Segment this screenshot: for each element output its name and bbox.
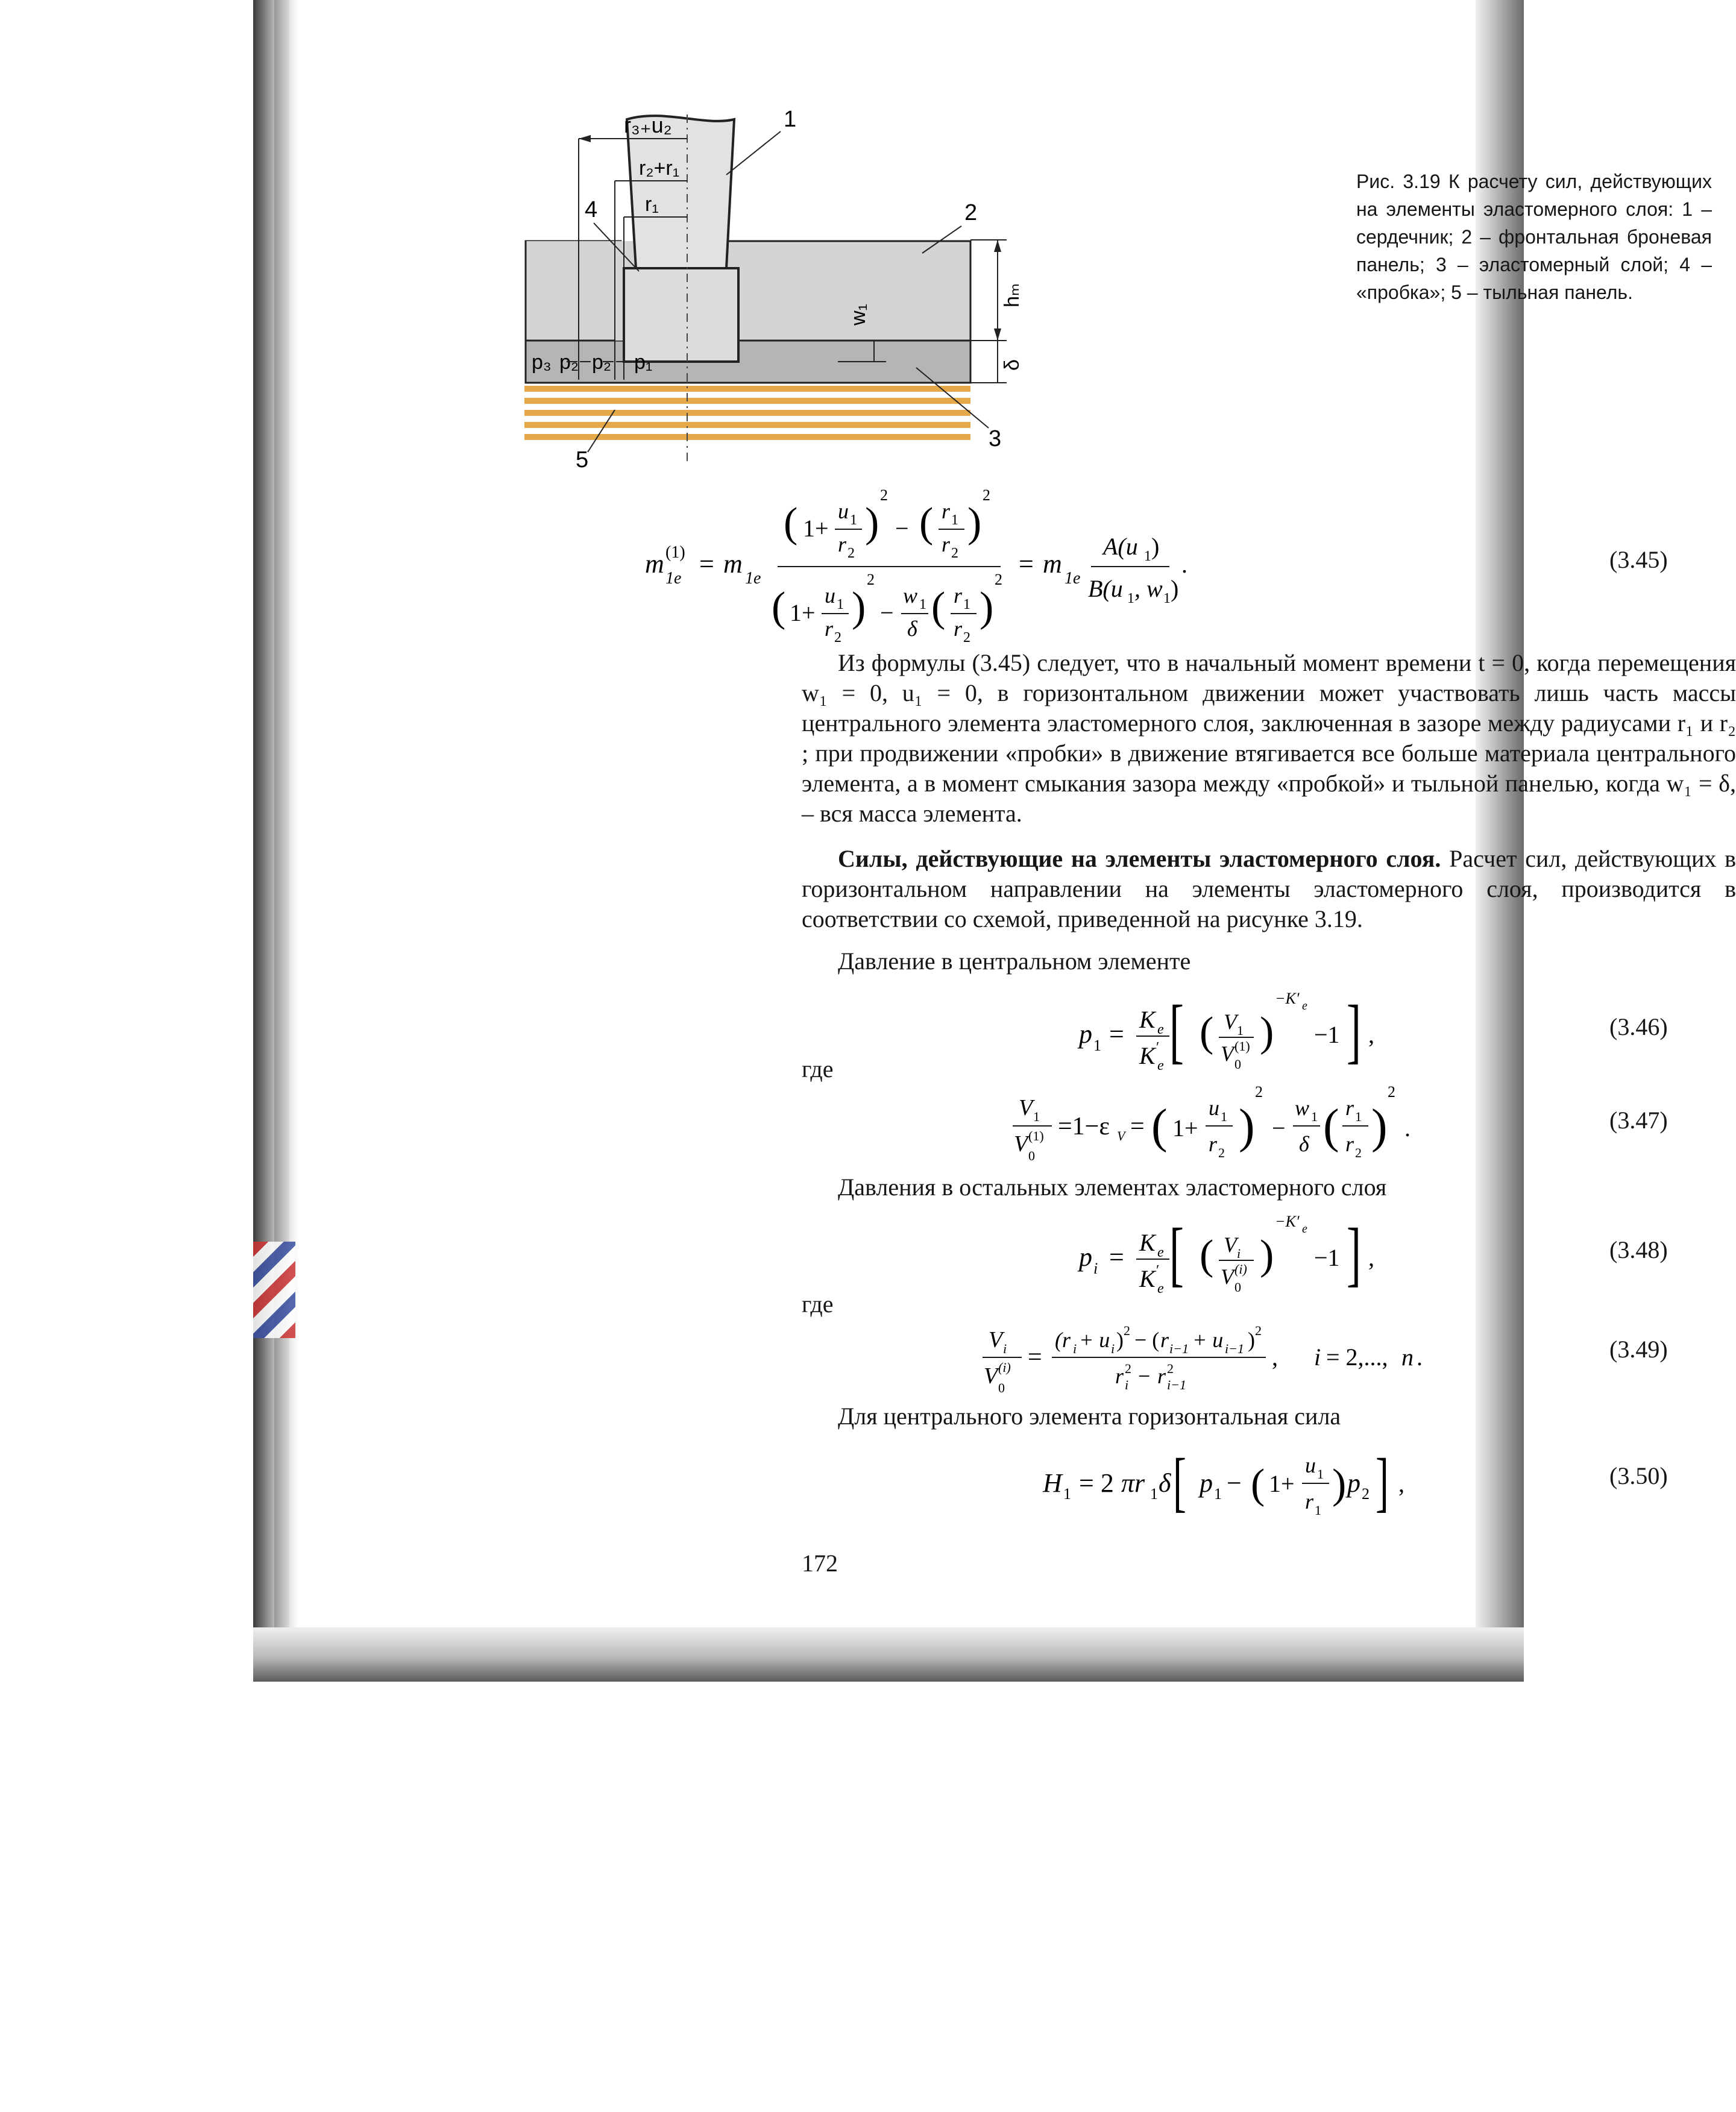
svg-text:1: 1 bbox=[850, 512, 857, 528]
svg-text:1: 1 bbox=[1311, 1109, 1318, 1124]
label-p1: p₁ bbox=[634, 351, 653, 374]
svg-text:1: 1 bbox=[1063, 1485, 1071, 1503]
label-p2-center: p₂ bbox=[592, 351, 612, 374]
back-panel-5 bbox=[524, 386, 970, 440]
svg-text:(1): (1) bbox=[665, 543, 685, 562]
svg-text:.: . bbox=[1181, 551, 1187, 578]
label-r1: r₁ bbox=[645, 193, 659, 216]
svg-text:−1: −1 bbox=[1314, 1244, 1340, 1271]
svg-text:2: 2 bbox=[983, 486, 990, 504]
label-w1: w₁ bbox=[847, 303, 870, 325]
svg-text:): ) bbox=[1371, 1100, 1388, 1153]
plug-4 bbox=[624, 268, 738, 362]
svg-text:r: r bbox=[1305, 1489, 1314, 1513]
svg-text:πr: πr bbox=[1121, 1468, 1145, 1498]
svg-text:1: 1 bbox=[951, 512, 958, 528]
svg-text:V: V bbox=[989, 1327, 1003, 1353]
svg-text:=: = bbox=[1019, 549, 1034, 579]
svg-text:2: 2 bbox=[951, 545, 958, 561]
label-p3: p₃ bbox=[532, 351, 552, 374]
svg-text:m: m bbox=[1043, 549, 1062, 579]
svg-text:−K′: −K′ bbox=[1275, 1213, 1300, 1230]
svg-text:=: = bbox=[1109, 1242, 1124, 1272]
svg-text:2: 2 bbox=[995, 571, 1002, 588]
svg-text:1e: 1e bbox=[665, 569, 682, 588]
svg-text:): ) bbox=[1260, 1009, 1274, 1055]
equation-number-3-49: (3.49) bbox=[1609, 1336, 1668, 1363]
svg-text:= 2,...,: = 2,..., bbox=[1326, 1344, 1388, 1371]
svg-text:2: 2 bbox=[1125, 1361, 1131, 1376]
svg-text:): ) bbox=[1171, 575, 1179, 602]
svg-text:1e: 1e bbox=[745, 569, 761, 588]
svg-text:(: ( bbox=[784, 500, 798, 546]
svg-text:): ) bbox=[852, 584, 866, 630]
svg-text:1: 1 bbox=[837, 597, 844, 612]
svg-text:m: m bbox=[723, 549, 743, 579]
svg-text:1: 1 bbox=[1317, 1466, 1324, 1482]
svg-text:1: 1 bbox=[1150, 1485, 1158, 1503]
svg-text:−: − bbox=[1272, 1114, 1286, 1142]
svg-text:[: [ bbox=[1169, 1214, 1184, 1294]
svg-text:1: 1 bbox=[1127, 591, 1134, 606]
svg-text:r: r bbox=[1160, 1328, 1169, 1352]
svg-text:−: − bbox=[1138, 1364, 1151, 1388]
svg-text:H: H bbox=[1043, 1468, 1062, 1498]
svg-text:(: ( bbox=[772, 584, 786, 630]
svg-text:=: = bbox=[1109, 1019, 1124, 1049]
svg-text:2: 2 bbox=[848, 545, 855, 561]
svg-text:1+: 1+ bbox=[790, 599, 816, 626]
svg-text:V: V bbox=[1221, 1042, 1234, 1066]
svg-text:(i): (i) bbox=[1234, 1262, 1247, 1277]
svg-text:,: , bbox=[1272, 1344, 1278, 1371]
where-label-2: где bbox=[802, 1290, 834, 1318]
equation-number-3-47: (3.47) bbox=[1609, 1107, 1668, 1134]
equation-number-3-45: (3.45) bbox=[1609, 546, 1668, 573]
svg-text:u: u bbox=[838, 499, 849, 523]
svg-text:i: i bbox=[1073, 1341, 1077, 1356]
svg-text:u: u bbox=[1305, 1453, 1316, 1477]
svg-text:A(u: A(u bbox=[1103, 533, 1138, 560]
svg-text:]: ] bbox=[1347, 1214, 1361, 1294]
svg-text:−: − bbox=[895, 515, 909, 542]
svg-text:(r: (r bbox=[1055, 1328, 1071, 1352]
figure-caption: Рис. 3.19 К расчету сил, действующих на элементы эластомерного слоя: 1 – сердечник; 2 – фронтальная броневая панель; 3 – эластомерный слой; 4 – «пробка»; 5 – тыльная панель. bbox=[1356, 171, 1712, 303]
svg-text:(: ( bbox=[1151, 1100, 1168, 1153]
svg-text:[: [ bbox=[1173, 1444, 1186, 1519]
svg-text:1+: 1+ bbox=[1269, 1470, 1295, 1497]
svg-text:i−1: i−1 bbox=[1225, 1341, 1244, 1356]
svg-text:2: 2 bbox=[867, 571, 875, 588]
svg-text:V: V bbox=[1224, 1233, 1237, 1257]
svg-text:n: n bbox=[1401, 1344, 1414, 1371]
svg-text:0: 0 bbox=[1234, 1280, 1241, 1295]
svg-text:r: r bbox=[1345, 1132, 1354, 1156]
svg-text:1: 1 bbox=[1237, 1023, 1244, 1038]
paragraph-1 bbox=[802, 648, 1736, 829]
svg-text:r: r bbox=[1209, 1132, 1218, 1156]
section-heading: Силы, действующие на элементы эластомерного слоя. bbox=[838, 845, 1441, 872]
svg-text:2: 2 bbox=[1255, 1083, 1263, 1101]
svg-text:0: 0 bbox=[1028, 1148, 1035, 1163]
svg-text:K: K bbox=[1139, 1042, 1156, 1069]
svg-text:): ) bbox=[1239, 1100, 1255, 1153]
svg-text:−1: −1 bbox=[1314, 1021, 1340, 1048]
svg-text:V: V bbox=[1014, 1131, 1028, 1157]
svg-text:i: i bbox=[1125, 1377, 1129, 1392]
svg-text:w: w bbox=[903, 583, 918, 608]
svg-text:(: ( bbox=[1323, 1100, 1339, 1153]
svg-text:0: 0 bbox=[998, 1380, 1005, 1395]
figure-3-19 bbox=[524, 102, 1308, 476]
svg-text:, w: , w bbox=[1134, 575, 1163, 602]
svg-text:(: ( bbox=[1251, 1461, 1265, 1507]
svg-text:i: i bbox=[1093, 1260, 1098, 1277]
svg-text:K: K bbox=[1139, 1265, 1156, 1292]
svg-text:2: 2 bbox=[1167, 1361, 1174, 1376]
svg-text:]: ] bbox=[1376, 1444, 1389, 1519]
svg-text:δ: δ bbox=[1299, 1132, 1309, 1156]
svg-text:1+: 1+ bbox=[803, 515, 829, 542]
label-p2-left: p₂ bbox=[559, 351, 579, 374]
equation-3-48 bbox=[1079, 1208, 1441, 1305]
svg-text:1+: 1+ bbox=[1172, 1114, 1198, 1142]
svg-text:u: u bbox=[825, 583, 835, 608]
svg-text:2: 2 bbox=[963, 630, 970, 646]
svg-text:− (: − ( bbox=[1134, 1328, 1160, 1352]
svg-text:2: 2 bbox=[1388, 1083, 1395, 1101]
label-r3-u2: r₃₊u₂ bbox=[624, 113, 672, 137]
svg-text:2: 2 bbox=[1362, 1485, 1370, 1503]
svg-text:.: . bbox=[1417, 1344, 1423, 1371]
svg-text:,: , bbox=[1368, 1021, 1374, 1048]
svg-text:δ: δ bbox=[907, 617, 917, 641]
svg-text:B(u: B(u bbox=[1088, 575, 1123, 602]
svg-text:(1): (1) bbox=[1234, 1039, 1250, 1054]
svg-text:): ) bbox=[1116, 1328, 1124, 1352]
svg-text:1: 1 bbox=[919, 597, 926, 612]
label-r2-r1: r₂+r₁ bbox=[639, 157, 680, 180]
figure-diagram bbox=[524, 102, 1308, 476]
equation-number-3-46: (3.46) bbox=[1609, 1013, 1668, 1040]
svg-text:p: p bbox=[1347, 1468, 1360, 1498]
svg-text:,: , bbox=[1398, 1470, 1404, 1497]
svg-text:e: e bbox=[1157, 1022, 1164, 1037]
svg-text:2: 2 bbox=[1124, 1323, 1130, 1338]
svg-text:r: r bbox=[1115, 1364, 1124, 1388]
svg-text:i: i bbox=[1314, 1344, 1321, 1371]
paragraph-2-text: Расчет сил, действующих в горизонтальном направлении на элементы эластомерного слоя, производится в соответствии со схемой, приведенной на рисунке 3.19. bbox=[802, 845, 1736, 932]
svg-text:m: m bbox=[645, 549, 664, 579]
svg-text:e: e bbox=[1302, 999, 1307, 1013]
svg-text:1: 1 bbox=[1163, 591, 1171, 606]
svg-text:p: p bbox=[1079, 1019, 1092, 1049]
svg-text:i: i bbox=[1003, 1341, 1007, 1356]
svg-text:.: . bbox=[1404, 1114, 1410, 1142]
svg-text:p: p bbox=[1200, 1468, 1213, 1498]
svg-text:2: 2 bbox=[1255, 1323, 1262, 1338]
svg-text:2: 2 bbox=[1218, 1145, 1225, 1160]
paragraph-2 bbox=[802, 844, 1736, 934]
svg-text:r: r bbox=[942, 532, 951, 556]
svg-text:(1): (1) bbox=[1028, 1128, 1044, 1143]
svg-text:(: ( bbox=[919, 500, 934, 546]
svg-text:(: ( bbox=[931, 584, 946, 630]
svg-text:r: r bbox=[838, 532, 847, 556]
svg-text:=: = bbox=[1130, 1113, 1145, 1140]
svg-text:r: r bbox=[1157, 1364, 1166, 1388]
svg-text:r: r bbox=[942, 499, 951, 523]
svg-text:δ: δ bbox=[1159, 1468, 1171, 1498]
svg-text:1: 1 bbox=[963, 597, 970, 612]
label-hm: hₘ bbox=[1001, 283, 1024, 307]
label-1: 1 bbox=[784, 107, 797, 132]
svg-text:): ) bbox=[967, 500, 982, 546]
equation-3-49 bbox=[976, 1308, 1519, 1404]
svg-text:): ) bbox=[1332, 1461, 1347, 1507]
svg-text:=: = bbox=[699, 549, 714, 579]
label-4: 4 bbox=[585, 197, 598, 222]
svg-text:1: 1 bbox=[1214, 1485, 1222, 1503]
svg-text:V: V bbox=[984, 1363, 998, 1389]
svg-text:0: 0 bbox=[1234, 1057, 1241, 1072]
svg-text:1: 1 bbox=[1033, 1109, 1040, 1124]
page-number: 172 bbox=[802, 1550, 838, 1577]
equation-number-3-50: (3.50) bbox=[1609, 1462, 1668, 1489]
equation-3-47 bbox=[1007, 1079, 1489, 1181]
svg-text:p: p bbox=[1079, 1242, 1092, 1272]
svg-text:V: V bbox=[1117, 1128, 1125, 1143]
svg-text:1: 1 bbox=[1315, 1503, 1321, 1518]
svg-text:i: i bbox=[1237, 1246, 1241, 1261]
svg-text:r: r bbox=[1345, 1096, 1354, 1120]
svg-text:(: ( bbox=[1200, 1232, 1214, 1278]
svg-text:1e: 1e bbox=[1065, 569, 1081, 588]
svg-text:V: V bbox=[1224, 1010, 1237, 1034]
label-delta: δ bbox=[1001, 359, 1024, 371]
svg-text:1: 1 bbox=[1144, 548, 1151, 564]
label-5: 5 bbox=[576, 447, 589, 473]
svg-text:u: u bbox=[1209, 1096, 1219, 1120]
svg-text:+ u: + u bbox=[1079, 1328, 1110, 1352]
svg-text:]: ] bbox=[1347, 991, 1361, 1071]
svg-text:e: e bbox=[1157, 1058, 1164, 1073]
svg-text:V: V bbox=[1221, 1265, 1234, 1289]
svg-text:K: K bbox=[1139, 1229, 1156, 1256]
svg-text:i−1: i−1 bbox=[1169, 1341, 1189, 1356]
svg-text:[: [ bbox=[1169, 991, 1184, 1071]
svg-text:(: ( bbox=[1200, 1009, 1214, 1055]
label-2: 2 bbox=[964, 200, 978, 225]
where-label-1: где bbox=[802, 1055, 834, 1083]
svg-text:): ) bbox=[1248, 1328, 1255, 1352]
svg-text:′: ′ bbox=[1156, 1263, 1160, 1278]
svg-text:r: r bbox=[825, 617, 834, 641]
paragraph-3-text: Давление в центральном элементе bbox=[838, 948, 1191, 975]
svg-text:1: 1 bbox=[1355, 1109, 1362, 1124]
svg-text:′: ′ bbox=[1156, 1040, 1160, 1055]
svg-text:2: 2 bbox=[1355, 1145, 1362, 1160]
svg-text:,: , bbox=[1368, 1244, 1374, 1271]
svg-text:−K′: −K′ bbox=[1275, 990, 1300, 1007]
svg-text:r: r bbox=[954, 617, 963, 641]
paragraph-5 bbox=[802, 1401, 1736, 1432]
svg-text:w: w bbox=[1295, 1096, 1310, 1120]
svg-text:i−1: i−1 bbox=[1167, 1377, 1186, 1392]
svg-text:+ u: + u bbox=[1192, 1328, 1224, 1352]
svg-text:2: 2 bbox=[880, 486, 888, 504]
svg-text:e: e bbox=[1157, 1281, 1164, 1296]
svg-text:K: K bbox=[1139, 1006, 1156, 1033]
svg-text:e: e bbox=[1302, 1222, 1307, 1236]
svg-text:(i): (i) bbox=[998, 1360, 1011, 1375]
svg-text:): ) bbox=[1260, 1232, 1274, 1278]
svg-text:): ) bbox=[865, 500, 879, 546]
svg-text:1: 1 bbox=[1093, 1037, 1101, 1054]
svg-text:= 2: = 2 bbox=[1079, 1468, 1114, 1498]
equation-3-45 bbox=[645, 476, 1519, 657]
svg-text:2: 2 bbox=[834, 630, 841, 646]
svg-text:r: r bbox=[954, 583, 963, 608]
paragraph-1-text: Из формулы (3.45) следует, что в начальный момент времени t = 0, когда перемещения w₁ = 0, u₁ = 0, в горизонтальном движении может участвовать лишь часть массы центрального элемента эластомерного слоя, заключенная в зазоре между радиусами r₁ и r₂ ; при продвижении «пробки» в движение втягивается все больше материала центрального элемента, а в момент смыкания зазора между «пробкой» и тыльной панелью, когда w₁ = δ, – вся масса элемента. bbox=[802, 649, 1736, 827]
svg-text:V: V bbox=[1019, 1095, 1033, 1120]
svg-text:e: e bbox=[1157, 1245, 1164, 1260]
svg-text:): ) bbox=[980, 584, 994, 630]
paragraph-3 bbox=[802, 946, 1736, 976]
paragraph-5-text: Для центрального элемента горизонтальная сила bbox=[838, 1403, 1341, 1430]
equation-3-46 bbox=[1079, 985, 1441, 1082]
equation-3-50 bbox=[1043, 1438, 1465, 1528]
svg-text:1: 1 bbox=[1221, 1109, 1227, 1124]
book-page bbox=[283, 0, 1736, 1639]
paragraph-4 bbox=[802, 1172, 1736, 1202]
svg-text:=1−ε: =1−ε bbox=[1058, 1113, 1110, 1140]
svg-text:−: − bbox=[1227, 1468, 1242, 1498]
paragraph-4-text: Давления в остальных элементах эластомерного слоя bbox=[838, 1174, 1387, 1201]
label-3: 3 bbox=[989, 426, 1002, 451]
svg-text:−: − bbox=[880, 599, 894, 626]
svg-text:=: = bbox=[1028, 1344, 1042, 1371]
svg-text:): ) bbox=[1151, 533, 1160, 560]
equation-number-3-48: (3.48) bbox=[1609, 1236, 1668, 1263]
svg-text:i: i bbox=[1111, 1341, 1115, 1356]
